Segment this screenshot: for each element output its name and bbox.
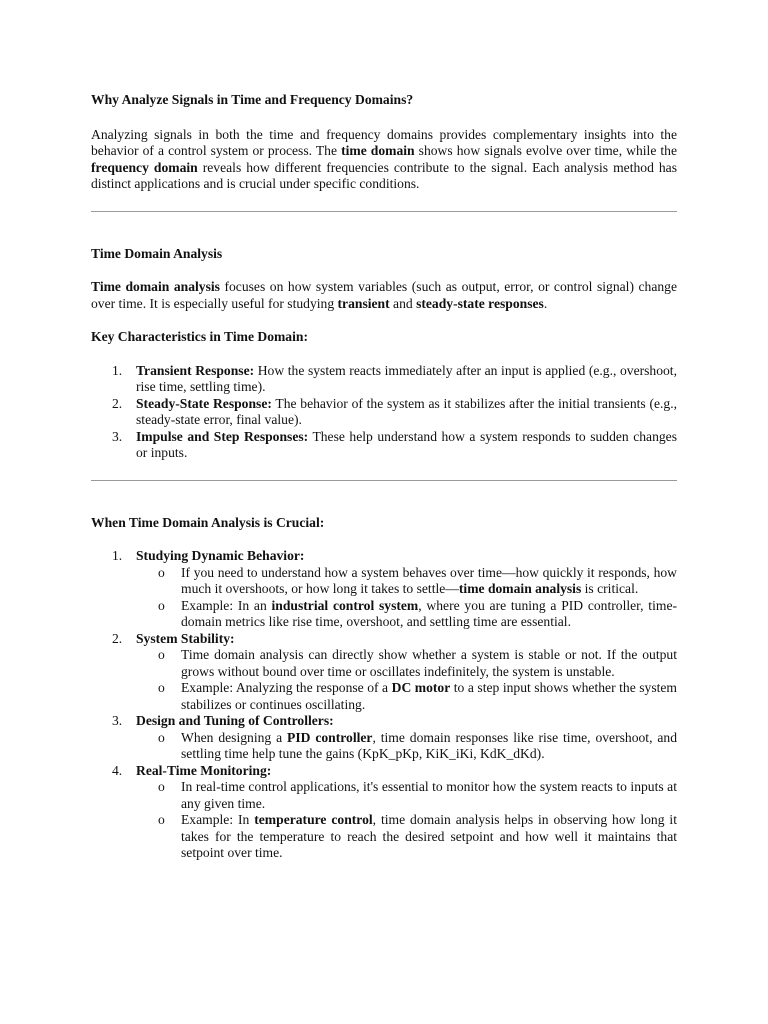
key-characteristics-heading: Key Characteristics in Time Domain: — [91, 329, 308, 344]
list-item — [91, 429, 677, 462]
sub-item-bold: time domain analysis — [458, 581, 582, 596]
intro-heading: Why Analyze Signals in Time and Frequency Domains? — [91, 92, 414, 107]
sub-item-text: If you need to understand how a system behaves over time—how quickly it responds, how much it overshoots, or how long it takes to settle— — [181, 564, 677, 596]
list-number: 1. — [112, 362, 123, 378]
list-item-system-stability — [91, 631, 677, 714]
list-item-title: Studying Dynamic Behavior: — [136, 548, 305, 563]
bullet-icon: o — [158, 597, 165, 613]
bullet-icon: o — [158, 729, 165, 745]
time-domain-paragraph — [91, 279, 677, 312]
sub-item-text: In real-time control applications, it's essential to monitor how the system reacts to inputs at any given time. — [181, 779, 677, 811]
sub-list-item — [136, 598, 677, 631]
sub-item-text: to a step input shows whether the system stabilizes or continues oscillating. — [181, 680, 678, 712]
sub-list-item — [136, 565, 677, 598]
bullet-icon: o — [158, 680, 165, 695]
list-item-title: Transient Response: — [136, 362, 255, 378]
sub-item-bold: temperature control — [254, 812, 373, 827]
term-transient: transient — [337, 295, 390, 311]
intro-paragraph — [91, 127, 677, 193]
sub-item-text: Example: In an — [181, 597, 272, 613]
term-steady-state: steady-state responses — [416, 295, 544, 311]
bullet-icon: o — [158, 647, 165, 662]
sub-list — [136, 730, 677, 763]
section-divider — [91, 211, 677, 212]
sub-list-item — [136, 779, 677, 812]
sub-item-text: Example: Analyzing the response of a — [181, 680, 392, 695]
list-number: 3. — [112, 428, 123, 444]
list-number: 4. — [112, 762, 123, 778]
intro-term-time-domain: time domain — [341, 143, 415, 158]
crucial-list — [91, 548, 677, 862]
list-number: 1. — [112, 548, 123, 563]
time-domain-heading: Time Domain Analysis — [91, 245, 223, 261]
sub-list-item — [136, 680, 677, 713]
tda-text: focuses on how system variables (such as output, error, or control signal) change over time. It is especially useful for studying — [91, 279, 677, 311]
list-item-title: System Stability: — [136, 630, 235, 646]
sub-item-text: Example: In — [181, 812, 255, 827]
tda-text: . — [543, 295, 548, 311]
sub-list — [136, 565, 677, 631]
intro-term-frequency-domain: frequency domain — [91, 159, 198, 175]
sub-list — [136, 647, 677, 713]
list-item-title: Steady-State Response: — [136, 395, 272, 411]
sub-item-bold: industrial control system — [271, 597, 419, 613]
list-number: 2. — [112, 630, 123, 646]
sub-item-text: is critical. — [581, 581, 639, 596]
tda-text: and — [389, 295, 417, 311]
list-item-dynamic-behavior — [91, 548, 677, 631]
list-item-title: Real-Time Monitoring: — [136, 762, 272, 778]
list-item-title: Impulse and Step Responses: — [136, 428, 309, 444]
sub-item-text: When designing a — [181, 729, 288, 745]
list-item-title: Design and Tuning of Controllers: — [136, 713, 334, 728]
crucial-heading: When Time Domain Analysis is Crucial: — [91, 514, 325, 530]
sub-list-item — [136, 647, 677, 680]
bullet-icon: o — [158, 779, 165, 794]
list-item-text: The behavior of the system as it stabilizes after the initial transients (e.g., steady-state error, final value). — [136, 395, 677, 427]
sub-list-item — [136, 812, 677, 862]
list-number: 3. — [112, 713, 123, 728]
key-characteristics-list — [91, 363, 677, 462]
list-item-controller-design — [91, 713, 677, 763]
sub-item-bold: PID controller — [287, 729, 373, 745]
list-item — [91, 363, 677, 396]
sub-list-item — [136, 730, 677, 763]
list-item-text: How the system reacts immediately after an input is applied (e.g., overshoot, rise time, settling time). — [136, 362, 677, 394]
list-item-text: These help understand how a system responds to sudden changes or inputs. — [136, 428, 677, 460]
intro-text: reveals how different frequencies contribute to the signal. Each analysis method has distinct applications and is crucial under specific conditions. — [91, 159, 678, 191]
sub-list — [136, 779, 677, 862]
sub-item-text: Time domain analysis can directly show whether a system is stable or not. If the output grows without bound over time or oscillates indefinitely, the system is unstable. — [181, 647, 677, 679]
list-item — [91, 396, 677, 429]
sub-item-text: , time domain responses like rise time, overshoot, and settling time help tune the gains (KpK_pKp, KiK_iKi, KdK_dKd). — [181, 729, 677, 761]
sub-item-bold: DC motor — [391, 680, 451, 695]
intro-text: shows how signals evolve over time, while the — [414, 143, 678, 158]
sub-item-text: , where you are tuning a PID controller, time-domain metrics like rise time, overshoot, and settling time are essential. — [181, 597, 677, 629]
term-time-domain-analysis: Time domain analysis — [91, 279, 220, 294]
list-item-real-time-monitoring — [91, 763, 677, 862]
bullet-icon: o — [158, 564, 165, 580]
bullet-icon: o — [158, 812, 165, 827]
intro-text: Analyzing signals in both the time and frequency domains provides complementary insights into the behavior of a control system or process. The — [91, 126, 677, 158]
section-divider — [91, 480, 677, 481]
sub-item-text: , time domain analysis helps in observing how long it takes for the temperature to reach the desired setpoint and how well it maintains that setpoint over time. — [181, 812, 677, 860]
list-number: 2. — [112, 395, 123, 411]
